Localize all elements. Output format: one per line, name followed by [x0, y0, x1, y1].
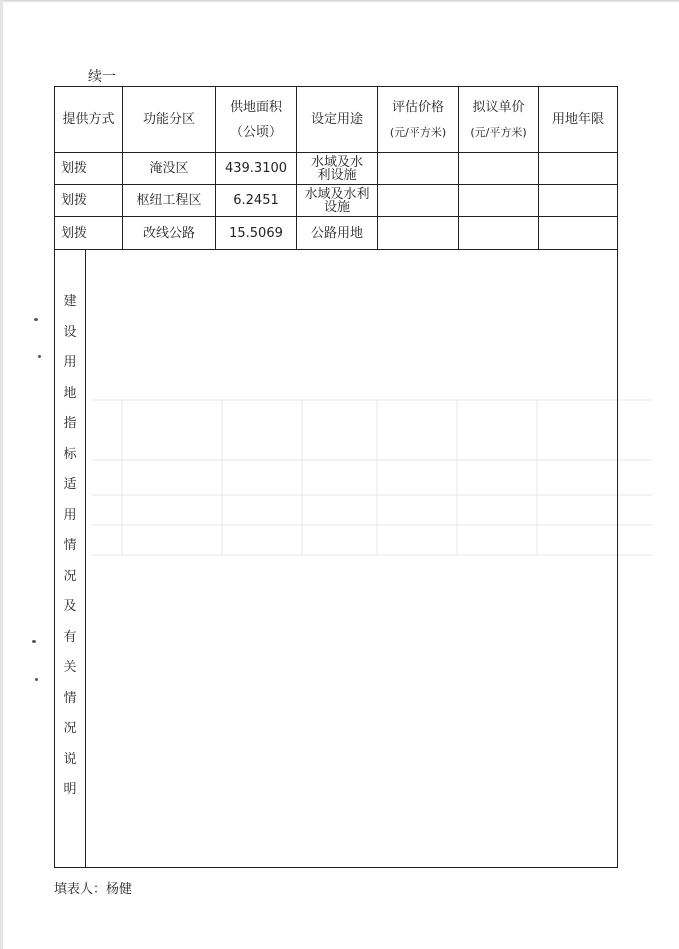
continuation-label: 续一 — [88, 69, 116, 85]
section-divider — [55, 249, 617, 250]
row3-area: 15.5069 — [229, 225, 283, 241]
section-label-char: 适 — [63, 477, 77, 492]
section-label-char: 用 — [63, 507, 77, 523]
header-supply-area-line2: （公顷） — [229, 124, 282, 140]
scan-speck — [38, 355, 41, 358]
row3-planned-use-line1: 公路用地 — [310, 225, 363, 241]
section-label-char: 有 — [63, 629, 77, 645]
row3-planned-use — [297, 217, 377, 249]
row3-land-term — [539, 217, 617, 249]
header-function-zone: 功能分区 — [142, 112, 195, 127]
section-label-char: 用 — [63, 355, 77, 370]
section-label-char: 况 — [63, 721, 77, 736]
row2-planned-use-line2: 设施 — [323, 199, 350, 215]
section-label-char: 情 — [63, 690, 77, 706]
row3-proposed-price — [459, 217, 538, 249]
header-assessed-price-line1: 评估价格 — [391, 99, 444, 115]
row2-area: 6.2451 — [233, 193, 279, 208]
scan-speck — [32, 640, 36, 643]
row2-function-zone: 枢纽工程区 — [136, 193, 202, 208]
section-label-char: 情 — [63, 538, 77, 553]
header-land-term: 用地年限 — [551, 112, 604, 127]
row1-supply-method: 划拨 — [61, 161, 88, 176]
row2-assessed-price — [378, 185, 458, 216]
row2-land-term — [539, 185, 617, 216]
section-label-vertical — [58, 287, 82, 806]
section-label-char: 及 — [63, 599, 77, 614]
row1-land-term — [539, 153, 617, 184]
header-assessed-price-line2: (元/平方米) — [389, 125, 447, 139]
header-planned-use: 设定用途 — [310, 112, 363, 127]
section-label-char: 设 — [63, 324, 77, 340]
row3-function-zone: 改线公路 — [142, 225, 195, 241]
section-label-char: 说 — [63, 751, 77, 767]
section-label-divider — [85, 250, 86, 867]
section-label-char: 地 — [63, 385, 77, 401]
header-proposed-price — [459, 87, 538, 152]
row2-supply-method: 划拨 — [61, 193, 88, 208]
filled-by-line: 填表人：杨健 — [54, 882, 133, 897]
section-label-char: 标 — [63, 446, 77, 462]
section-label-char: 关 — [63, 660, 77, 675]
row1-assessed-price — [378, 153, 458, 184]
scan-left-edge — [0, 0, 3, 949]
row1-proposed-price — [459, 153, 538, 184]
row1-function-zone: 淹没区 — [149, 161, 189, 176]
header-supply-method: 提供方式 — [62, 112, 115, 127]
section-label-char: 建 — [63, 294, 77, 309]
header-supply-area-line1: 供地面积 — [229, 99, 282, 115]
section-label-char: 明 — [63, 782, 77, 797]
scan-speck — [34, 318, 38, 321]
row3-assessed-price — [378, 217, 458, 249]
header-assessed-price — [378, 87, 458, 152]
scan-speck — [35, 678, 38, 681]
scan-top-edge — [0, 0, 679, 3]
section-label-char: 况 — [63, 568, 77, 584]
header-proposed-price-line2: (元/平方米) — [470, 125, 527, 139]
row2-planned-use-line1: 水域及水利 — [304, 186, 370, 202]
section-label-char: 指 — [63, 416, 77, 431]
row2-proposed-price — [459, 185, 538, 216]
bleed-through-ghost — [92, 380, 652, 580]
row3-supply-method: 划拨 — [61, 225, 88, 241]
header-proposed-price-line1: 拟议单价 — [472, 99, 525, 115]
row2-planned-use — [297, 185, 377, 216]
row1-area: 439.3100 — [224, 161, 288, 176]
row1-planned-use-line1: 水域及水 — [310, 154, 363, 170]
row1-planned-use — [297, 153, 377, 184]
header-supply-area — [216, 87, 296, 152]
row1-planned-use-line2: 利设施 — [317, 167, 357, 183]
